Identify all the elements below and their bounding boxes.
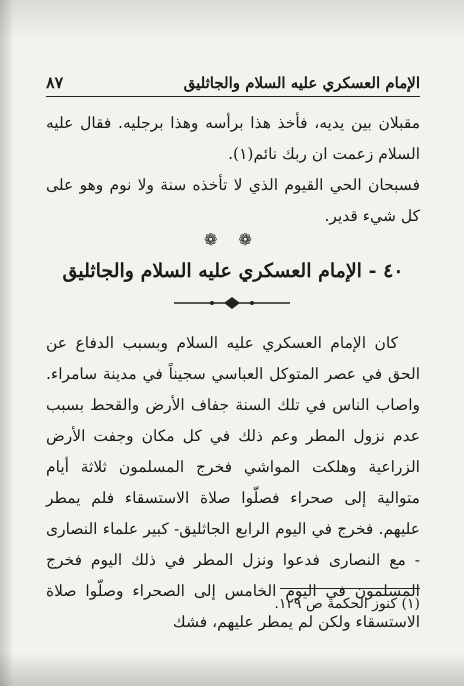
ornament-divider-icon bbox=[172, 296, 292, 310]
main-paragraph: كان الإمام العسكري عليه السلام وبسبب الدفاع عن الحق في عصر المتوكل العباسي سجيناً في مدينة سامراء. واصاب الناس في تلك السنة جفاف الأرض والقحط بسبب عدم نزول المطر وعم ذلك في كل مكان وجفت الأرض الزراعية وهلكت المواشي فخرج المسلمون ثلاثة أيام متوالية إلى صحراء فصلّوا صلاة الاستسقاء فلم يمطر عليهم. فخرج في اليوم الرابع الجاثليق- كبير علماء النصارى - مع النصارى فدعوا ونزل المطر في ذلك اليوم فخرج المسلمون في اليوم الخامس إلى الصحراء وصلّوا صلاة الاستسقاء ولكن لم يمطر عليهم، فشك bbox=[46, 334, 420, 631]
page-number: ٨٧ bbox=[46, 73, 64, 92]
footnote: (١) كنوز الحكمة ص ١٢٩. bbox=[274, 596, 420, 612]
paragraph-continuation: مقبلان بين يديه، فأخذ هذا برأسه وهذا برجليه. فقال عليه السلام زعمت ان ربك نائم(١). bbox=[46, 114, 420, 163]
scan-shadow-top bbox=[0, 0, 464, 40]
chapter-title: ٤٠ - الإمام العسكري عليه السلام والجاثليق bbox=[62, 260, 404, 282]
paragraph-glorification: فسبحان الحي القيوم الذي لا تأخذه سنة ولا نوم وهو على كل شيء قدير. bbox=[46, 176, 420, 225]
scan-shadow-bottom bbox=[0, 652, 464, 686]
top-text-block bbox=[46, 108, 420, 232]
running-header-title: الإمام العسكري عليه السلام والجاثليق bbox=[183, 74, 420, 92]
section-divider-icon: ❁ ❁ bbox=[204, 230, 260, 249]
footnote-rule bbox=[280, 588, 420, 589]
scan-shadow-left bbox=[0, 0, 14, 686]
main-text-block bbox=[46, 328, 420, 638]
running-header bbox=[46, 70, 420, 92]
header-rule bbox=[46, 96, 420, 97]
